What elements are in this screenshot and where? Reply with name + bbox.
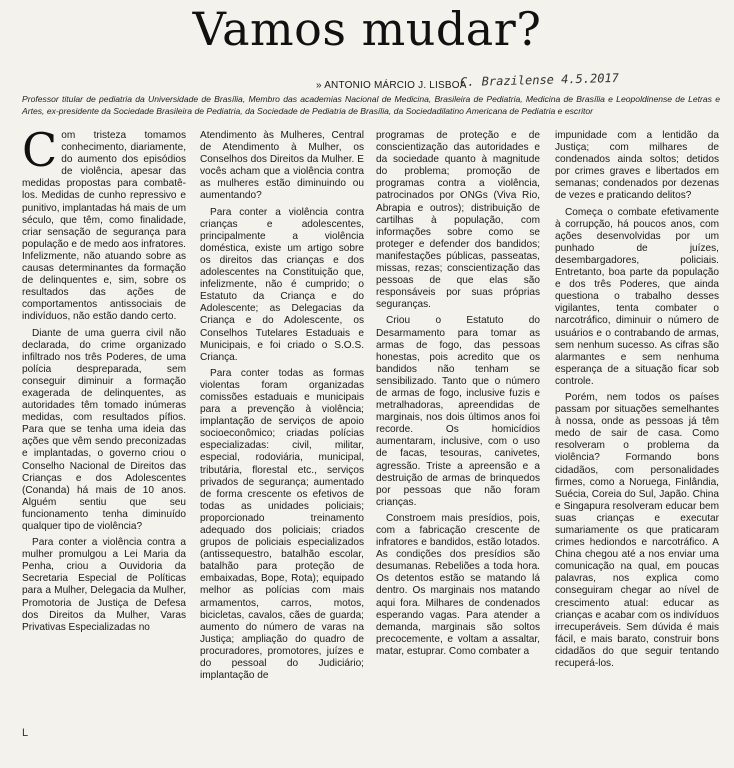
paragraph: Para conter todas as formas violentas foram organizadas comissões estaduais e municipais para a prevenção à violência; implantação de serviços de apoio socioeconômico; criadas polícias especializadas: civil, militar, especial, rodoviária, municipal, tributária, florestal etc., serviços privados de segurança; aumentado de forma crescente os efetivos de todas as unidades policiais; proporcionado treinamento adequado dos policiais; criados grupos de policiais especializados (antissequestro, batalhão escolar, batalhão para proteção de embaixadas, Bope, Rota); equipado melhor as polícias com mais armamentos, carros, motos, bicicletas, cavalos, cães de guarda; aumento do número de varas na Justiça; ampliação do quadro de procuradores, promotores, juízes e do pessoal do Judiciário; implantação de bbox=[200, 367, 364, 682]
paragraph-text: om tristeza tomamos conhecimento, diariamente, do aumento dos episódios de violência, apesar das medidas propostas para combatê-los. Medidas de cunho repressivo e punitivo, implantadas há mais de um século, que têm, como finalidade, criar sensação de segurança para população e de medo aos infratores. Infelizmente, não atuando sobre as causas determinantes da formação de delinquentes e, sim, sobre os resultados das ações de comportamentos antissociais de indivíduos, não estão dando certo. bbox=[22, 130, 186, 323]
article-column-3 bbox=[376, 130, 540, 730]
paragraph: Começa o combate efetivamente à corrupção, há poucos anos, com ações desenvolvidas por um punhado de juízes, desembargadores, policiais. Entretanto, boa parte da população e dos três Poderes, que ainda questiona o trabalho desses vigilantes, tenta combater o narcotráfico, diminuir o número de usuários e o contrabando de armas, sem nenhum sucesso. As cifras são alarmantes e sem nenhuma esperança de a situação ficar sob controle. bbox=[555, 206, 719, 387]
article-column-4 bbox=[555, 130, 719, 730]
author-byline: » ANTONIO MÁRCIO J. LISBOA bbox=[316, 80, 467, 91]
paragraph: Diante de uma guerra civil não declarada, do crime organizado infiltrado nos três Poderes, de uma polícia despreparada, sem conseguir diminuir a formação exagerada de delinquentes, as autoridades têm tomado inúmeras medidas, com resultados pífios. Para que se tenha uma ideia das ações que vêm sendo preconizadas e implantadas, o governo criou o Conselho Nacional de Direitos das Crianças e dos Adolescentes (Conanda) há mais de 10 anos. Alguém sentiu que seu funcionamento tenha diminuído qualquer tipo de violência? bbox=[22, 327, 186, 532]
article-column-1 bbox=[22, 130, 186, 730]
paragraph: programas de proteção e de conscientização das autoridades e da sociedade quanto à magnitude do problema; promoção de programas contra a violência, patrocinados por ONGs (Viva Rio, Abrapia e outros); distribuição de cartilhas à população, com informações sobre como se proteger e defender dos bandidos; manifestações públicas, passeatas, missas, rezas; conscientização das pessoas de que elas são responsáveis por suas próprias seguranças. bbox=[376, 130, 540, 311]
byline-row bbox=[300, 70, 720, 95]
paragraph: Criou o Estatuto do Desarmamento para tomar as armas de fogo, das pessoas honestas, pois acredito que os bandidos não tenham se sensibilizado. Tanto que o número de armas de fogo, inclusive fuzis e metralhadoras, apreendidas de marginais, nos dois últimos anos foi recorde. Os homicídios aumentaram, inclusive, com o uso de facas, tesouras, canivetes, agressão. Triste a apreensão e a destruição de armas de brinquedos por pessoas que não foram crianças. bbox=[376, 315, 540, 508]
paragraph: Para conter a violência contra a mulher promulgou a Lei Maria da Penha, criou a Ouvidoria da Secretaria Especial de Políticas para a Mulher, Delegacia da Mulher, Promotoria de Justiça de Defesa dos Direitos da Mulher, Varas Privativas Especializadas no bbox=[22, 537, 186, 633]
author-bio: Professor titular de pediatria da Universidade de Brasília, Membro das academias Nacional de Medicina, Brasileira de Pediatria, Medicina de Brasília e Leopoldinense de Letras e Artes, ex-presidente da Sociedade Brasileira de Pediatria, da Sociedade de Pediatria de Brasília, da Sociedadilatino Americana de Pediatria e escritor bbox=[22, 94, 720, 116]
handwritten-annotation: C. Brazilense 4.5.2017 bbox=[459, 70, 620, 90]
article-column-2 bbox=[200, 130, 364, 730]
corner-mark: L bbox=[22, 727, 29, 739]
paragraph: Constroem mais presídios, pois, com a fabricação crescente de infratores e bandidos, estão lotados. As condições dos presídios são desumanas. Rebeliões a toda hora. Os detentos estão se matando lá dentro. Os marginais nos matando aqui fora. Milhares de condenados esperando vagas. Para atender a demanda, marginais são soltos precocemente, e voltam a assaltar, matar, estuprar. Como combater a bbox=[376, 512, 540, 657]
paragraph bbox=[22, 130, 186, 324]
article-headline: Vamos mudar? bbox=[192, 2, 542, 56]
paragraph: Para conter a violência contra crianças e adolescentes, principalmente a violência doméstica, existe um artigo sobre os direitos das crianças e dos adolescentes na Constituição que, infelizmente, não é cumprido; o Estatuto da Criança e do Adolescente; as Delegacias da Criança e do Adolescente, os Conselhos Tutelares Estaduais e Municipais, e foi criado o S.O.S. Criança. bbox=[200, 206, 364, 363]
drop-cap: C bbox=[22, 130, 58, 177]
paragraph: Atendimento às Mulheres, Central de Atendimento à Mulher, os Conselhos dos Direitos da Mulher. E vocês acham que a violência contra as mulheres estão diminuindo ou aumentando? bbox=[200, 130, 364, 202]
paragraph: Porém, nem todos os países passam por situações semelhantes à nossa, onde as pessoas já têm medo de sair de casa. Como resolveram o problema da violência? Formando bons cidadãos, com personalidades firmes, como a Noruega, Finlândia, Suécia, Coreia do Sul, Japão. China e Singapura resolveram educar bem suas crianças e executar sumariamente os que praticaram crimes hediondos e narcotráfico. A China chegou até a nos enviar uma comunicação na qual, em poucas palavras, nos explica como conseguiram chegar ao nível de crescimento atual: educar as crianças e acabar com os indivíduos irrecuperáveis. Sem dúvida é mais fácil, e mais barato, construir bons cidadãos do que seguir tentando recuperá-los. bbox=[555, 391, 719, 670]
paragraph: impunidade com a lentidão da Justiça; com milhares de condenados ainda soltos; detidos por crimes graves e libertados em semanas; condenados por dezenas de vezes e praticando delitos? bbox=[555, 130, 719, 202]
